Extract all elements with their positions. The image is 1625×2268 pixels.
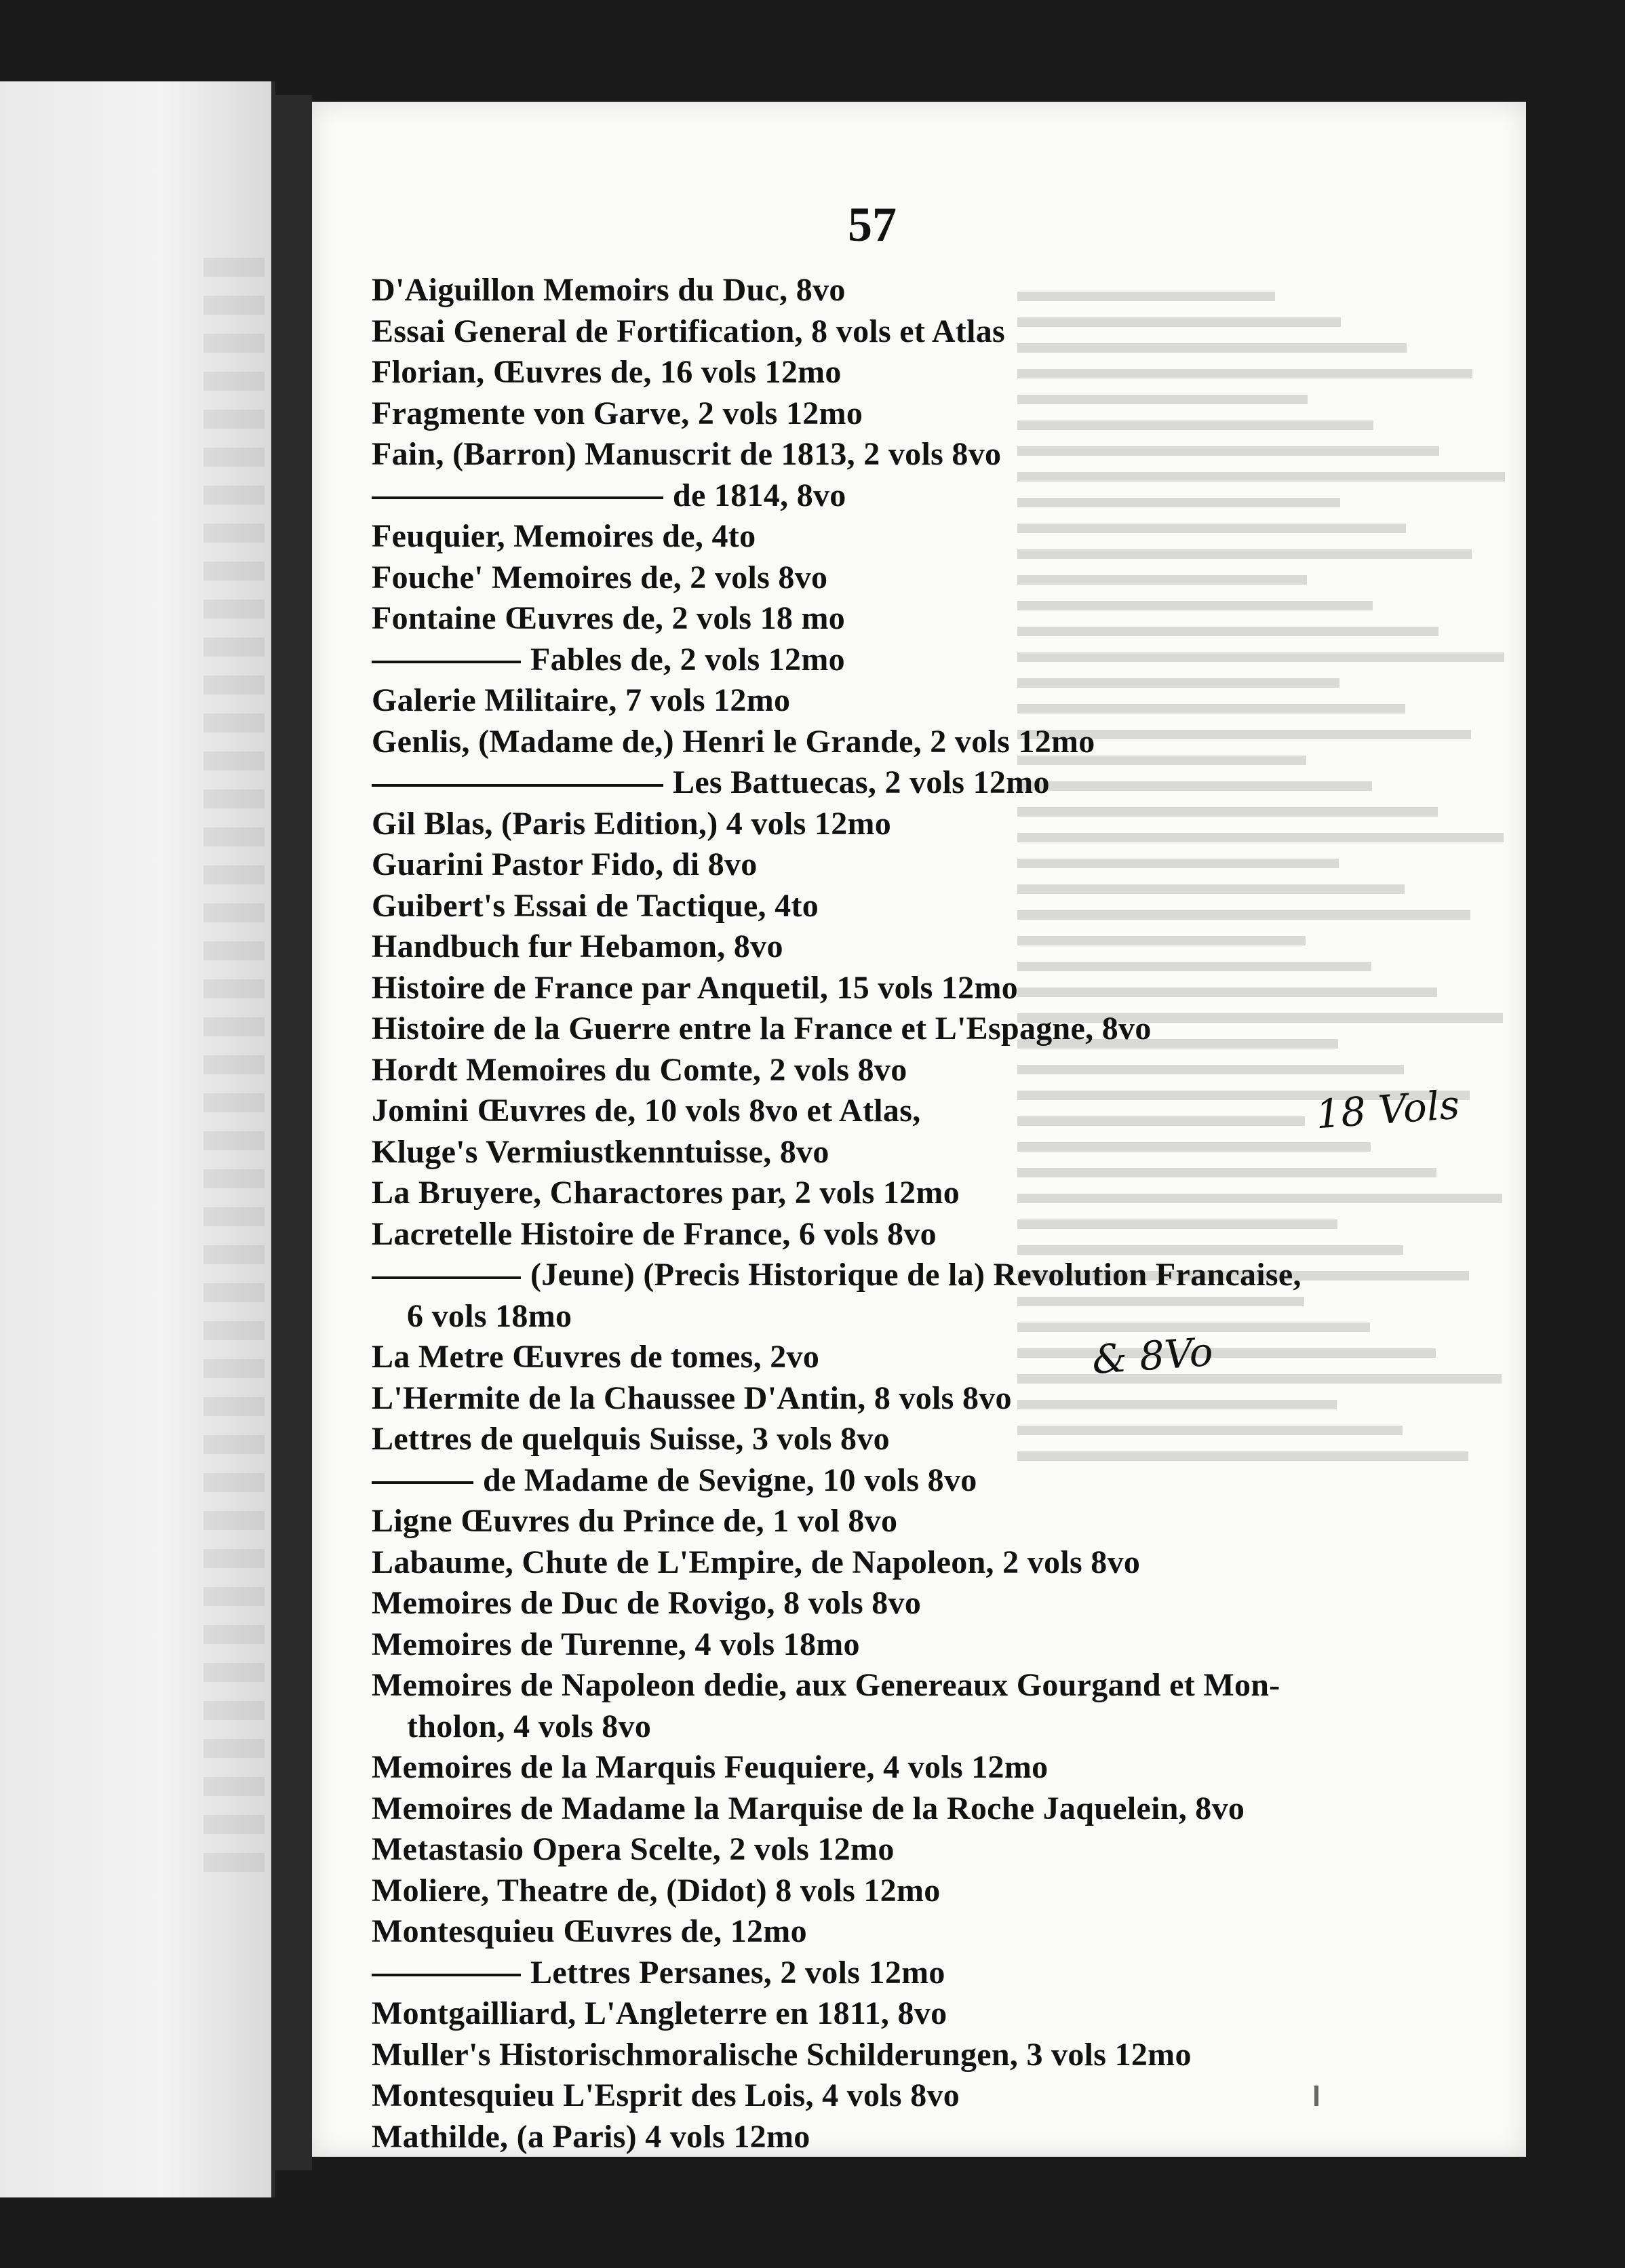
entry-text: tholon, 4 vols 8vo bbox=[407, 1708, 652, 1744]
catalog-entry bbox=[372, 805, 891, 843]
catalog-entry bbox=[372, 1995, 947, 2033]
entry-text: Florian, Œuvres de, 16 vols 12mo bbox=[372, 354, 842, 390]
entry-text: Labaume, Chute de L'Empire, de Napoleon, 2 vols 8vo bbox=[372, 1544, 1141, 1580]
catalog-entry bbox=[372, 1584, 921, 1622]
catalog-entry bbox=[372, 1790, 1245, 1828]
margin-mark bbox=[1314, 2086, 1318, 2106]
catalog-entry bbox=[407, 1708, 651, 1746]
entry-text: Metastasio Opera Scelte, 2 vols 12mo bbox=[372, 1831, 895, 1867]
ditto-dash bbox=[372, 1481, 473, 1484]
catalog-entry bbox=[372, 1380, 1012, 1418]
catalog-entry bbox=[372, 1051, 907, 1089]
entry-text: Hordt Memoires du Comte, 2 vols 8vo bbox=[372, 1051, 907, 1088]
handwritten-note-la-metre: & 8Vo bbox=[1090, 1328, 1215, 1384]
entry-text: Jomini Œuvres de, 10 vols 8vo et Atlas, bbox=[372, 1093, 921, 1129]
catalog-entry bbox=[372, 517, 756, 555]
entry-text: Guibert's Essai de Tactique, 4to bbox=[372, 887, 819, 924]
catalog-page bbox=[312, 102, 1526, 2157]
catalog-entry bbox=[372, 1954, 945, 1992]
catalog-entry bbox=[372, 1666, 1280, 1704]
entry-text: Handbuch fur Hebamon, 8vo bbox=[372, 928, 783, 964]
book-gutter bbox=[271, 95, 312, 2170]
catalog-entry bbox=[372, 1420, 890, 1458]
catalog-entry bbox=[372, 682, 790, 720]
entry-text: Fragmente von Garve, 2 vols 12mo bbox=[372, 395, 863, 431]
catalog-entry bbox=[372, 764, 1050, 802]
entry-text: Fain, (Barron) Manuscrit de 1813, 2 vols 8vo bbox=[372, 436, 1002, 472]
catalog-entry bbox=[372, 395, 863, 433]
entry-text: Memoires de la Marquis Feuquiere, 4 vols 12mo bbox=[372, 1749, 1049, 1785]
entry-text: La Bruyere, Charactores par, 2 vols 12mo bbox=[372, 1175, 960, 1211]
catalog-entry bbox=[372, 1748, 1048, 1786]
catalog-entry bbox=[372, 1462, 977, 1500]
catalog-entry bbox=[372, 477, 846, 515]
entry-text: Moliere, Theatre de, (Didot) 8 vols 12mo bbox=[372, 1872, 941, 1909]
catalog-entry bbox=[372, 1872, 941, 1910]
entry-text: Lettres Persanes, 2 vols 12mo bbox=[530, 1954, 945, 1991]
entry-text: Ligne Œuvres du Prince de, 1 vol 8vo bbox=[372, 1503, 898, 1539]
ditto-dash bbox=[372, 784, 663, 787]
entry-text: Genlis, (Madame de,) Henri le Grande, 2 vols 12mo bbox=[372, 723, 1095, 760]
catalog-entry bbox=[372, 271, 846, 309]
entry-text: Memoires de Turenne, 4 vols 18mo bbox=[372, 1626, 860, 1662]
catalog-entry bbox=[372, 1133, 829, 1171]
entry-text: Fables de, 2 vols 12mo bbox=[530, 641, 845, 678]
entry-text: Les Battuecas, 2 vols 12mo bbox=[673, 764, 1050, 800]
catalog-entry bbox=[372, 1010, 1152, 1048]
catalog-entry bbox=[372, 1913, 807, 1951]
catalog-entry bbox=[372, 969, 1018, 1007]
catalog-entry bbox=[372, 559, 827, 597]
catalog-entry bbox=[372, 2118, 810, 2156]
entry-text: Guarini Pastor Fido, di 8vo bbox=[372, 846, 758, 882]
entry-text: Lettres de quelquis Suisse, 3 vols 8vo bbox=[372, 1421, 890, 1457]
entry-text: Essai General de Fortification, 8 vols et Atlas bbox=[372, 313, 1005, 349]
catalog-entry bbox=[372, 2036, 1192, 2074]
entry-text: Muller's Historischmoralische Schilderungen, 3 vols 12mo bbox=[372, 2036, 1192, 2073]
facing-page-edge bbox=[0, 81, 275, 2197]
entry-text: Montesquieu Œuvres de, 12mo bbox=[372, 1913, 807, 1949]
entry-text: Montesquieu L'Esprit des Lois, 4 vols 8vo bbox=[372, 2077, 960, 2113]
entry-text: Mathilde, (a Paris) 4 vols 12mo bbox=[372, 2118, 810, 2155]
entry-text: La Metre Œuvres de tomes, 2vo bbox=[372, 1339, 820, 1375]
catalog-entry bbox=[372, 1338, 819, 1376]
entry-text: de 1814, 8vo bbox=[673, 477, 846, 513]
catalog-list bbox=[312, 271, 1526, 2155]
entry-text: Memoires de Napoleon dedie, aux Genereaux Gourgand et Mon- bbox=[372, 1667, 1280, 1703]
ditto-dash bbox=[372, 1974, 521, 1976]
catalog-entry bbox=[372, 1174, 960, 1212]
entry-text: Histoire de France par Anquetil, 15 vols 12mo bbox=[372, 969, 1019, 1006]
entry-text: Feuquier, Memoires de, 4to bbox=[372, 518, 756, 554]
catalog-entry bbox=[372, 600, 845, 638]
catalog-entry bbox=[372, 1502, 897, 1540]
catalog-entry bbox=[372, 435, 1001, 473]
entry-text: Gil Blas, (Paris Edition,) 4 vols 12mo bbox=[372, 805, 892, 842]
entry-text: D'Aiguillon Memoirs du Duc, 8vo bbox=[372, 272, 846, 308]
catalog-entry bbox=[372, 1544, 1140, 1582]
entry-text: (Jeune) (Precis Historique de la) Revolution Francaise, bbox=[530, 1257, 1301, 1293]
page-number: 57 bbox=[848, 197, 897, 252]
catalog-entry bbox=[372, 2077, 960, 2115]
catalog-entry bbox=[372, 1256, 1301, 1294]
catalog-entry bbox=[372, 313, 1005, 351]
catalog-entry bbox=[372, 353, 842, 391]
entry-text: Memoires de Duc de Rovigo, 8 vols 8vo bbox=[372, 1585, 922, 1621]
ditto-dash bbox=[372, 496, 663, 499]
ditto-dash bbox=[372, 1276, 521, 1279]
entry-text: 6 vols 18mo bbox=[407, 1297, 572, 1334]
handwritten-note-jomini: 18 Vols bbox=[1314, 1081, 1462, 1138]
catalog-entry bbox=[372, 1215, 937, 1253]
entry-text: Montgailliard, L'Angleterre en 1811, 8vo bbox=[372, 1995, 947, 2031]
catalog-entry bbox=[372, 641, 845, 679]
catalog-entry bbox=[372, 1831, 895, 1869]
entry-text: de Madame de Sevigne, 10 vols 8vo bbox=[483, 1462, 977, 1498]
entry-text: Histoire de la Guerre entre la France et L'Espagne, 8vo bbox=[372, 1011, 1152, 1047]
catalog-entry bbox=[372, 723, 1095, 761]
catalog-entry bbox=[372, 846, 758, 884]
entry-text: Lacretelle Histoire de France, 6 vols 8vo bbox=[372, 1215, 937, 1252]
entry-text: Galerie Militaire, 7 vols 12mo bbox=[372, 682, 791, 718]
entry-text: Kluge's Vermiustkenntuisse, 8vo bbox=[372, 1133, 829, 1170]
ditto-dash bbox=[372, 661, 521, 663]
catalog-entry bbox=[407, 1297, 572, 1335]
entry-text: Fontaine Œuvres de, 2 vols 18 mo bbox=[372, 600, 846, 636]
entry-text: Memoires de Madame la Marquise de la Roche Jaquelein, 8vo bbox=[372, 1790, 1245, 1826]
catalog-entry bbox=[372, 1092, 921, 1130]
entry-text: L'Hermite de la Chaussee D'Antin, 8 vols 8vo bbox=[372, 1380, 1012, 1416]
catalog-entry bbox=[372, 887, 819, 925]
catalog-entry bbox=[372, 928, 783, 966]
catalog-entry bbox=[372, 1626, 860, 1664]
facing-page-bleed bbox=[203, 258, 265, 1885]
entry-text: Fouche' Memoires de, 2 vols 8vo bbox=[372, 559, 828, 595]
